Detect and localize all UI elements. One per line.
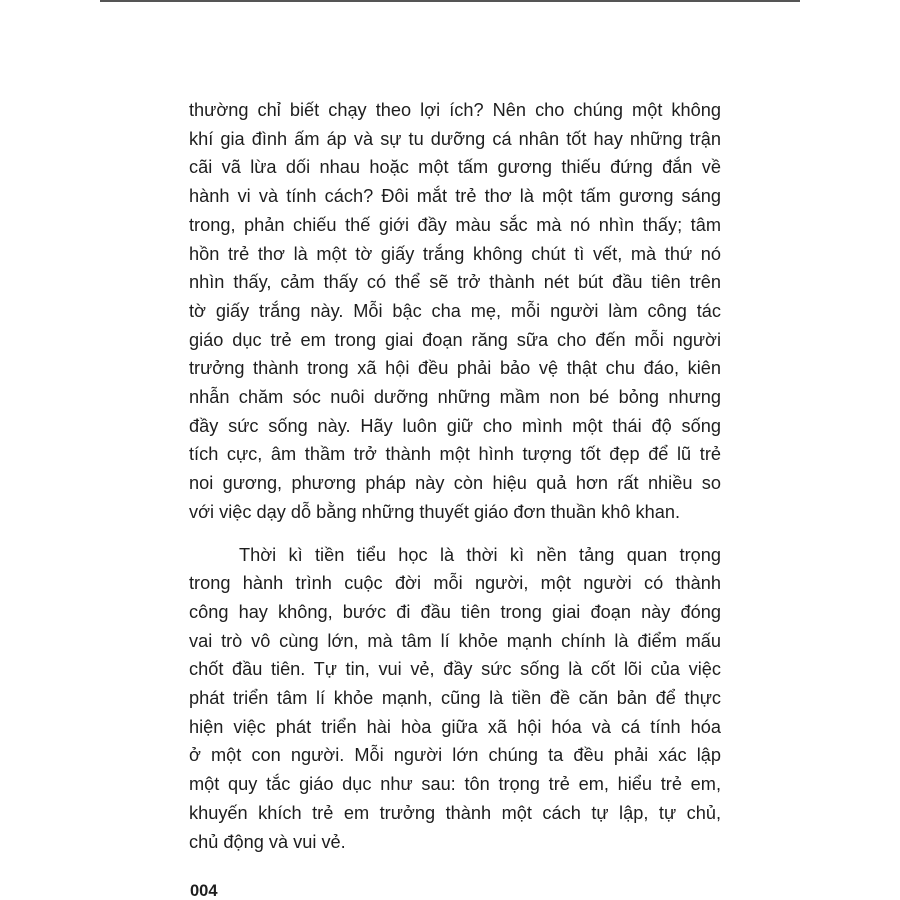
text-line: khuyến khích trẻ em trưởng thành một cách tự lập, tự chủ, — [189, 802, 721, 823]
text-line: tích cực, âm thầm trở thành một hình tượng tốt đẹp để lũ trẻ — [189, 444, 721, 465]
paragraph-2 — [189, 541, 721, 857]
text-line: trưởng thành trong xã hội đều phải bảo vệ thật chu đáo, kiên — [189, 358, 721, 379]
text-line: noi gương, phương pháp này còn hiệu quả hơn rất nhiều so — [189, 473, 721, 494]
text-line: trong hành trình cuộc đời mỗi người, một người có thành — [189, 573, 721, 594]
text-line: cãi vã lừa dối nhau hoặc một tấm gương thiếu đứng đắn về — [189, 157, 721, 178]
text-line: hồn trẻ thơ là một tờ giấy trắng không chút tì vết, mà thứ nó — [189, 243, 721, 264]
text-line: công hay không, bước đi đầu tiên trong giai đoạn này đóng — [189, 601, 721, 622]
text-line: ở một con người. Mỗi người lớn chúng ta đều phải xác lập — [189, 745, 721, 766]
top-rule — [100, 0, 800, 2]
text-line: với việc dạy dỗ bằng những thuyết giáo đơn thuần khô khan. — [189, 501, 681, 522]
text-line: hành vi và tính cách? Đôi mắt trẻ thơ là một tấm gương sáng — [189, 186, 721, 207]
text-line: hiện việc phát triển hài hòa giữa xã hội hóa và cá tính hóa — [189, 716, 721, 737]
text-line: tờ giấy trắng này. Mỗi bậc cha mẹ, mỗi người làm công tác — [189, 300, 721, 321]
text-line: trong, phản chiếu thế giới đầy màu sắc mà nó nhìn thấy; tâm — [189, 214, 721, 235]
text-line: vai trò vô cùng lớn, mà tâm lí khỏe mạnh chính là điểm mấu — [189, 630, 721, 651]
text-line: chủ động và vui vẻ. — [189, 831, 346, 852]
text-line: nhìn thấy, cảm thấy có thể sẽ trở thành nét bút đầu tiên trên — [189, 272, 721, 293]
text-line: Thời kì tiền tiểu học là thời kì nền tảng quan trọng — [239, 544, 721, 565]
page-number: 004 — [190, 882, 218, 900]
text-line: đầy sức sống này. Hãy luôn giữ cho mình một thái độ sống — [189, 415, 721, 436]
text-line: thường chỉ biết chạy theo lợi ích? Nên cho chúng một không — [189, 100, 721, 120]
text-line: một quy tắc giáo dục như sau: tôn trọng trẻ em, hiểu trẻ em, — [189, 774, 721, 795]
text-line: nhẫn chăm sóc nuôi dưỡng những mầm non bé bỏng nhưng — [189, 387, 721, 408]
body-text — [189, 96, 721, 856]
text-line: chốt đầu tiên. Tự tin, vui vẻ, đầy sức sống là cốt lõi của việc — [189, 659, 721, 680]
text-line: khí gia đình ấm áp và sự tu dưỡng cá nhân tốt hay những trận — [189, 128, 721, 149]
paragraph-1 — [189, 96, 721, 527]
text-line: giáo dục trẻ em trong giai đoạn răng sữa cho đến mỗi người — [189, 329, 721, 350]
text-line: phát triển tâm lí khỏe mạnh, cũng là tiền đề căn bản để thực — [189, 688, 721, 709]
